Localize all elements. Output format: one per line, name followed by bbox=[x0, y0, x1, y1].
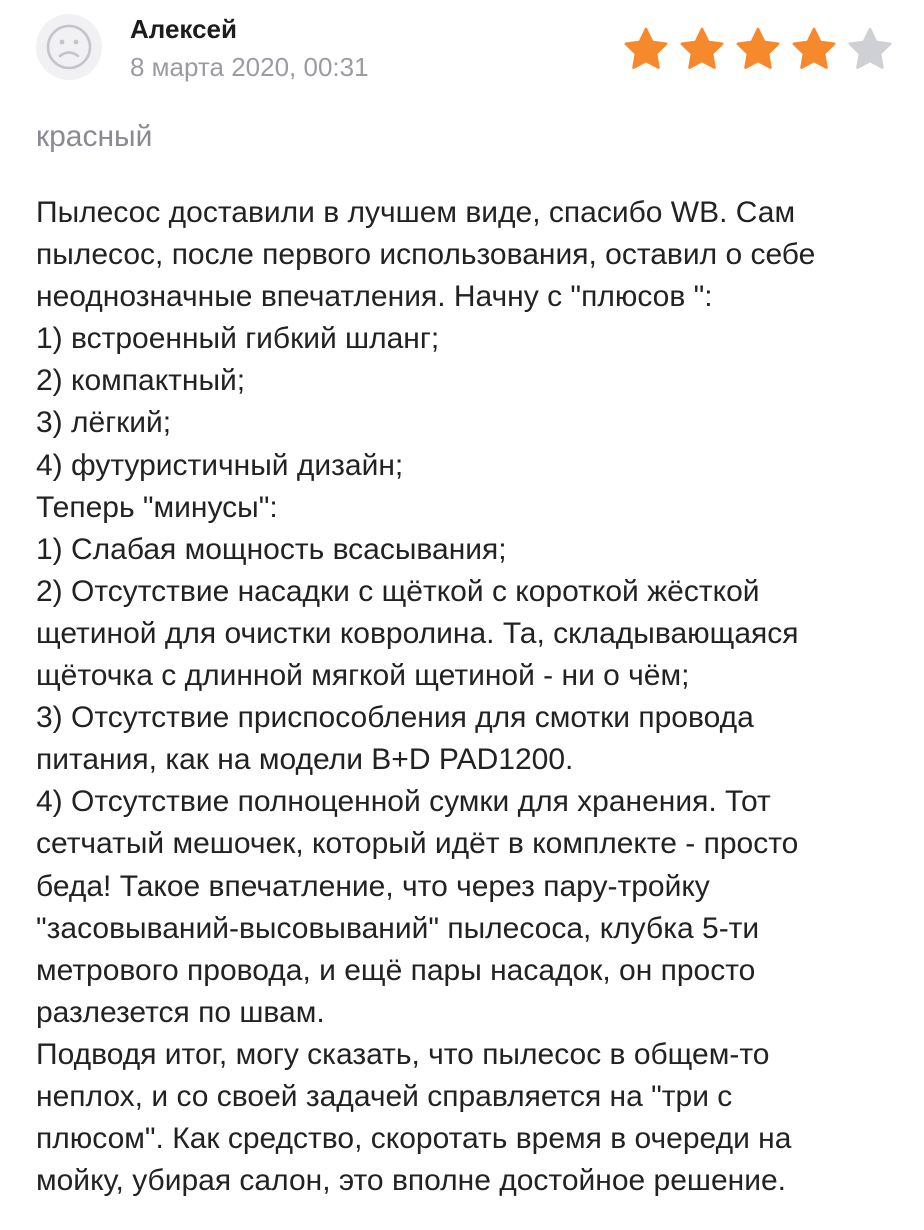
review-text bbox=[36, 192, 916, 1202]
sad-face-icon bbox=[45, 23, 93, 71]
review-line: метрового провода, и ещё пары насадок, он просто bbox=[36, 953, 756, 987]
star-filled-icon bbox=[786, 26, 842, 72]
star-filled-icon bbox=[730, 26, 786, 72]
review-line: питания, как на модели B+D PAD1200. bbox=[36, 743, 574, 777]
user-avatar-icon[interactable] bbox=[36, 14, 102, 80]
review-line: "засовываний-высовываний" пылесоса, клубка 5-ти bbox=[36, 911, 760, 945]
review-line: 4) Отсутствие полноценной сумки для хранения. Тот bbox=[36, 785, 771, 819]
star-filled-icon bbox=[674, 26, 730, 72]
review-line: разлезется по швам. bbox=[36, 995, 325, 1029]
review-line: пылесос, после первого использования, оставил о себе bbox=[36, 238, 816, 272]
rating-stars bbox=[618, 26, 898, 72]
review-line: сетчатый мешочек, который идёт в комплекте - просто bbox=[36, 827, 799, 861]
review-line: неплох, и со своей задачей справляется на "три с bbox=[36, 1079, 733, 1113]
review-line: щетиной для очистки ковролина. Та, складывающаяся bbox=[36, 616, 799, 650]
review-line: 2) Отсутствие насадки с щёткой с короткой жёсткой bbox=[36, 574, 760, 608]
review-line: Теперь "минусы": bbox=[36, 490, 278, 524]
author-name: Алексей bbox=[130, 14, 237, 44]
review-line: 3) Отсутствие приспособления для смотки провода bbox=[36, 701, 754, 735]
review-line: мойку, убирая салон, это вполне достойное решение. bbox=[36, 1164, 787, 1198]
review-line: 4) футуристичный дизайн; bbox=[36, 448, 404, 482]
review-date: 8 марта 2020, 00:31 bbox=[130, 52, 369, 82]
product-variant: красный bbox=[36, 120, 153, 153]
review-line: беда! Такое впечатление, что через пару-тройку bbox=[36, 869, 710, 903]
star-empty-icon bbox=[842, 26, 898, 72]
review-line: щёточка с длинной мягкой щетиной - ни о чём; bbox=[36, 659, 690, 693]
review-line: 3) лёгкий; bbox=[36, 406, 172, 440]
review-line: 2) компактный; bbox=[36, 364, 246, 398]
review-line: 1) Слабая мощность всасывания; bbox=[36, 532, 507, 566]
review-line: неоднозначные впечатления. Начну с "плюсов ": bbox=[36, 280, 713, 314]
review-line: 1) встроенный гибкий шланг; bbox=[36, 322, 440, 356]
review-line: Пылесос доставили в лучшем виде, спасибо WB. Сам bbox=[36, 196, 796, 229]
star-filled-icon bbox=[618, 26, 674, 72]
review-line: плюсом". Как средство, скоротать время в очереди на bbox=[36, 1122, 792, 1156]
review-line: Подводя итог, могу сказать, что пылесос в общем-то bbox=[36, 1037, 770, 1071]
